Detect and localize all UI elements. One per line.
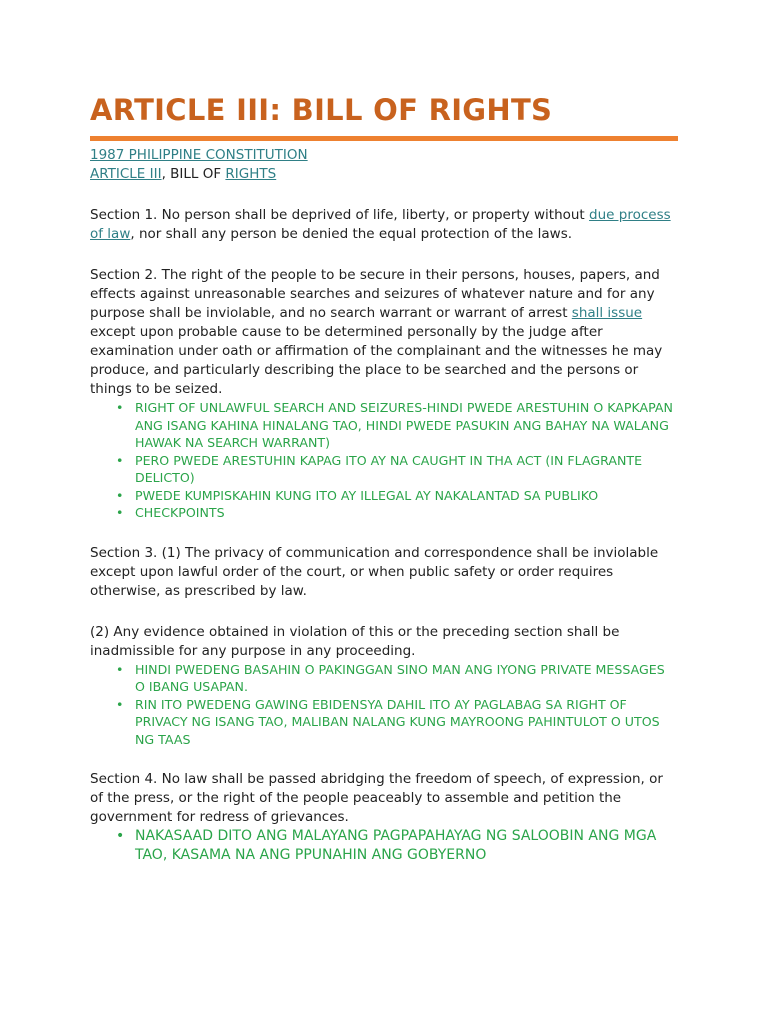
note-text: RIN ITO PWEDENG GAWING EBIDENSYA DAHIL ITO AY PAGLABAG SA RIGHT OF PRIVACY NG ISANG TAO, MALIBAN NALANG KUNG MAYROONG PAHINTULOT O UTOS NG TAAS: [135, 696, 660, 747]
note-text: HINDI PWEDENG BASAHIN O PAKINGGAN SINO MAN ANG IYONG PRIVATE MESSAGES O IBANG USAPAN.: [135, 661, 665, 694]
section-2-text-after: except upon probable cause to be determined personally by the judge after examination under oath or affirmation of the complainant and the witnesses he may produce, and particularly describing the place to be searched and the persons or things to be seized.: [90, 324, 663, 397]
rights-link[interactable]: RIGHTS: [225, 166, 277, 182]
section-4-notes-list: [90, 827, 678, 865]
section-3-paragraph-1: Section 3. (1) The privacy of communication and correspondence shall be inviolable except upon lawful order of the court, or when public safety or order requires otherwise, as prescribed by law.: [90, 544, 659, 599]
note-text: PERO PWEDE ARESTUHIN KAPAG ITO AY NA CAUGHT IN THA ACT (IN FLAGRANTE DELICTO): [135, 452, 643, 485]
page-title: ARTICLE III: BILL OF RIGHTS: [90, 93, 553, 127]
source-line-1: [90, 146, 678, 165]
due-process-link[interactable]: due process of law: [90, 207, 671, 242]
list-item: [116, 827, 675, 865]
bullet-icon: •: [116, 400, 124, 415]
list-item: [116, 504, 675, 522]
section-4-paragraph: Section 4. No law shall be passed abridging the freedom of speech, of expression, or of the press, or the right of the people peaceably to assemble and petition the government for redress of grievances.: [90, 771, 663, 825]
note-text: RIGHT OF UNLAWFUL SEARCH AND SEIZURES-HINDI PWEDE ARESTUHIN O KAPKAPAN ANG ISANG KAHINA HINALANG TAO, HINDI PWEDE PASUKIN ANG BAHAY NA WALANG HAWAK NA SEARCH WARRANT): [135, 400, 673, 450]
section-3-paragraph-2: (2) Any evidence obtained in violation of this or the preceding section shall be inadmissible for any purpose in any proceeding.: [90, 623, 620, 659]
bullet-icon: •: [116, 505, 124, 520]
list-item: [116, 661, 675, 696]
list-item: [116, 487, 675, 505]
section-2-notes-list: [90, 399, 678, 522]
bill-of-text: , BILL OF: [161, 166, 226, 182]
section-1-text-before: Section 1. No person shall be deprived of life, liberty, or property without: [90, 207, 590, 223]
list-item: [116, 399, 675, 452]
list-item: [116, 696, 675, 749]
source-line-2: [90, 165, 678, 184]
shall-issue-link[interactable]: shall issue: [571, 305, 643, 321]
section-1-paragraph: [90, 206, 675, 244]
article-iii-link[interactable]: ARTICLE III: [90, 166, 162, 182]
section-2-text-before: Section 2. The right of the people to be secure in their persons, houses, papers, and effects against unreasonable searches and seizures of whatever nature and for any purpose shall be inviolable, and no search warrant or warrant of arrest: [90, 267, 660, 321]
note-text: PWEDE KUMPISKAHIN KUNG ITO AY ILLEGAL AY NAKALANTAD SA PUBLIKO: [135, 487, 599, 503]
source-header: [90, 146, 678, 184]
bullet-icon: •: [116, 452, 124, 468]
section-3-notes-list: [90, 661, 678, 749]
note-text: NAKASAAD DITO ANG MALAYANG PAGPAPAHAYAG NG SALOOBIN ANG MGA TAO, KASAMA NA ANG PPUNAHIN ANG GOBYERNO: [135, 828, 657, 863]
bullet-icon: •: [116, 487, 124, 503]
bullet-icon: •: [116, 696, 124, 712]
bullet-icon: •: [116, 661, 124, 677]
constitution-link[interactable]: 1987 PHILIPPINE CONSTITUTION: [90, 147, 308, 163]
bullet-icon: •: [116, 828, 125, 844]
section-1-text-after: , nor shall any person be denied the equal protection of the laws.: [130, 226, 573, 242]
note-text: CHECKPOINTS: [135, 505, 225, 520]
list-item: [116, 452, 675, 487]
title-divider: [90, 136, 678, 141]
section-2-paragraph: [90, 266, 675, 399]
